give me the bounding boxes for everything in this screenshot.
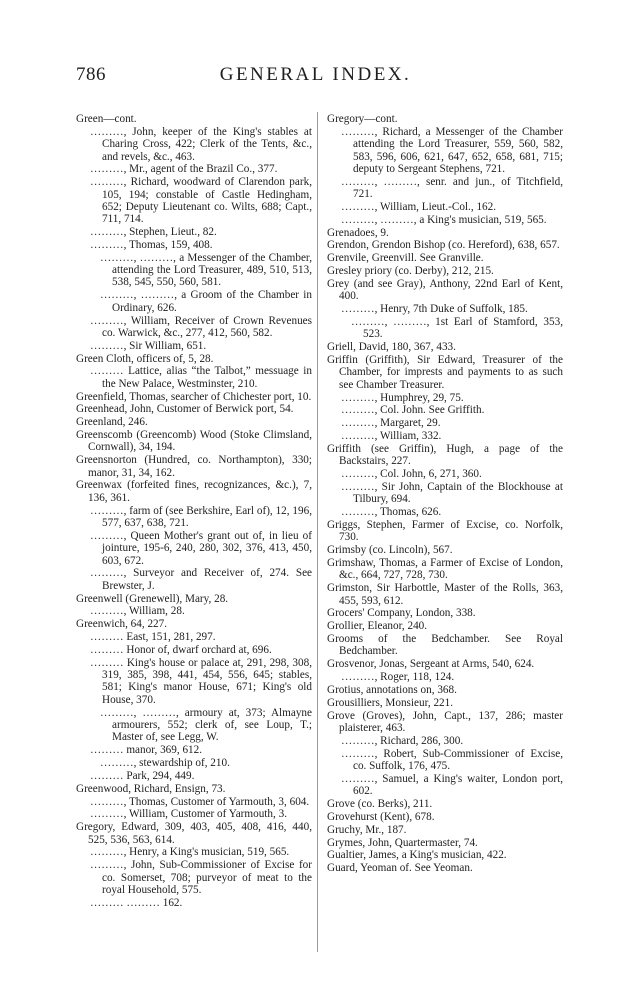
index-column-left xyxy=(76,113,312,910)
index-entry: Gregory, Edward, 309, 403, 405, 408, 416, 440, 525, 536, 563, 614. xyxy=(76,821,312,846)
index-entry: ………, William, 332. xyxy=(341,430,442,443)
index-entry: ………, Richard, a Messenger of the Chamber attending the Lord Treasurer, 559, 560, 582, 583, 596, 606, 621, 647, 652, 658, 681, 715; deputy to Sergeant Stephens, 721. xyxy=(341,125,563,175)
index-entry: Griffith (see Griffin), Hugh, a page of the Backstairs, 227. xyxy=(327,442,563,468)
index-entry: Greenwood, Richard, Ensign, 73. xyxy=(76,782,226,795)
index-entry: ……… manor, 369, 612. xyxy=(90,744,203,757)
page-header xyxy=(0,64,631,90)
index-entry: ………, Col. John. See Griffith. xyxy=(341,404,485,417)
index-entry: ……… Honor of, dwarf orchard at, 696. xyxy=(90,643,272,656)
index-entry: Guard, Yeoman of. See Yeoman. xyxy=(327,862,473,875)
index-entry: ………, William, Customer of Yarmouth, 3. xyxy=(90,808,287,821)
index-entry: Gualtier, James, a King's musician, 422. xyxy=(327,849,507,862)
index-entry: ………, Richard, 286, 300. xyxy=(341,734,464,747)
index-entry: Grollier, Eleanor, 240. xyxy=(327,620,428,633)
index-entry: Green Cloth, officers of, 5, 28. xyxy=(76,352,214,365)
index-entry: ………, Thomas, 159, 408. xyxy=(90,238,213,251)
index-column-right xyxy=(327,113,563,875)
index-entry: ………, Col. John, 6, 271, 360. xyxy=(341,468,482,481)
index-entry: ………, Thomas, Customer of Yarmouth, 3, 604. xyxy=(90,795,310,808)
page-number: 786 xyxy=(76,64,106,85)
index-entry: ………, ………, 1st Earl of Stamford, 353, 523. xyxy=(351,316,563,341)
index-entry: ………, Samuel, a King's waiter, London port, 602. xyxy=(341,772,563,798)
index-entry: ……… ……… 162. xyxy=(90,896,183,909)
index-entry: Grousilliers, Monsieur, 221. xyxy=(327,696,454,709)
index-entry: Grey (and see Gray), Anthony, 22nd Earl of Kent, 400. xyxy=(327,277,563,303)
index-entry: ………, Henry, a King's musician, 519, 565. xyxy=(90,846,290,859)
index-entry: Grocers' Company, London, 338. xyxy=(327,607,476,620)
index-entry: ………, John, keeper of the King's stables at Charing Cross, 422; Clerk of the Tents, &c., and revels, &c., 463. xyxy=(90,125,312,163)
index-entry: Gruchy, Mr., 187. xyxy=(327,823,407,836)
index-entry: Greenwax (forfeited fines, recognizances, &c.), 7, 136, 361. xyxy=(76,479,312,504)
index-entry: ………, Margaret, 29. xyxy=(341,417,441,430)
column-divider xyxy=(317,112,318,952)
index-entry: Griffin (Griffith), Sir Edward, Treasurer of the Chamber, for imprests and payments to as such see Chamber Treasurer. xyxy=(327,354,563,391)
index-entry: ……… King's house or palace at, 291, 298, 308, 319, 385, 398, 441, 454, 556, 645; stables, 581; King's manor House, 671; King's old House, 370. xyxy=(90,656,312,706)
index-entry: ………, ………, a King's musician, 519, 565. xyxy=(341,213,547,226)
index-entry: Greensnorton (Hundred, co. Northampton), 330; manor, 31, 34, 162. xyxy=(76,454,312,479)
index-entry: ………, ………, a Groom of the Chamber in Ordinary, 626. xyxy=(100,289,312,314)
index-entry: ………, Mr., agent of the Brazil Co., 377. xyxy=(90,163,278,176)
index-entry: ………, stewardship of, 210. xyxy=(100,757,230,770)
index-entry: ……… Park, 294, 449. xyxy=(90,769,195,782)
index-entry: Grimsby (co. Lincoln), 567. xyxy=(327,544,453,557)
index-entry: ………, ………, armoury at, 373; Almayne armourers, 552; clerk of, see Loup, T.; Master of, see Legg, W. xyxy=(100,706,312,744)
index-entry: ………, Robert, Sub-Commissioner of Excise, co. Suffolk, 176, 475. xyxy=(341,747,563,773)
index-entry: ………, William, Lieut.-Col., 162. xyxy=(341,200,497,213)
index-entry: Gresley priory (co. Derby), 212, 215. xyxy=(327,265,494,278)
index-entry: Grenvile, Greenvill. See Granville. xyxy=(327,252,484,265)
index-entry: ………, Surveyor and Receiver of, 274. See Brewster, J. xyxy=(90,567,312,592)
index-entry: Grove (Groves), John, Capt., 137, 286; master plaisterer, 463. xyxy=(327,709,563,734)
index-entry: Green—cont. xyxy=(76,113,137,125)
index-entry: ………, ………, a Messenger of the Chamber, attending the Lord Treasurer, 489, 510, 513, 538, 545, 550, 560, 581. xyxy=(100,251,312,289)
index-entry: ………, William, Receiver of Crown Revenues co. Warwick, &c., 277, 412, 560, 582. xyxy=(90,314,312,339)
index-entry: Greenland, 246. xyxy=(76,416,148,429)
index-entry: Grove (co. Berks), 211. xyxy=(327,798,433,811)
index-entry: Grenadoes, 9. xyxy=(327,226,389,239)
index-entry: ……… East, 151, 281, 297. xyxy=(90,631,216,644)
index-entry: ………, farm of (see Berkshire, Earl of), 12, 196, 577, 637, 638, 721. xyxy=(90,504,312,529)
index-entry: ………, Sir John, Captain of the Blockhouse at Tilbury, 694. xyxy=(341,480,563,506)
index-entry: Grendon, Grendon Bishop (co. Hereford), 638, 657. xyxy=(327,239,560,252)
index-entry: Greenscomb (Greencomb) Wood (Stoke Climsland, Cornwall), 34, 194. xyxy=(76,429,312,454)
index-entry: Grotius, annotations on, 368. xyxy=(327,683,457,696)
index-entry: Greenwell (Grenewell), Mary, 28. xyxy=(76,592,229,605)
index-entry: ………, Humphrey, 29, 75. xyxy=(341,391,464,404)
index-entry: Gregory—cont. xyxy=(327,113,398,125)
index-entry: ………, Stephen, Lieut., 82. xyxy=(90,226,217,239)
index-entry: ………, Roger, 118, 124. xyxy=(341,671,455,684)
index-entry: ………, ………, senr. and jun., of Titchfield, 721. xyxy=(341,175,563,201)
index-entry: Grosvenor, Jonas, Sergeant at Arms, 540, 624. xyxy=(327,658,535,671)
index-entry: Grimston, Sir Harbottle, Master of the Rolls, 363, 455, 593, 612. xyxy=(327,582,563,607)
index-entry: ……… Lattice, alias “the Talbot,” messuage in the New Palace, Westminster, 210. xyxy=(90,365,312,390)
index-entry: Griggs, Stephen, Farmer of Excise, co. Norfolk, 730. xyxy=(327,519,563,544)
index-entry: Grooms of the Bedchamber. See Royal Bedchamber. xyxy=(327,633,563,658)
running-head: GENERAL INDEX. xyxy=(219,64,412,85)
index-entry: Grymes, John, Quartermaster, 74. xyxy=(327,836,478,849)
index-entry: ………, Henry, 7th Duke of Suffolk, 185. xyxy=(341,303,528,316)
index-entry: ………, William, 28. xyxy=(90,605,185,618)
index-entry: Grimshaw, Thomas, a Farmer of Excise of London, &c., 664, 727, 728, 730. xyxy=(327,557,563,582)
index-entry: Greenwich, 64, 227. xyxy=(76,618,168,631)
index-entry: ………, Richard, woodward of Clarendon park, 105, 194; constable of Castle Hedingham, 652; Deputy Lieutenant co. Wilts, 688; Capt., 711, 714. xyxy=(90,176,312,226)
index-entry: Greenfield, Thomas, searcher of Chichester port, 10. xyxy=(76,390,312,403)
index-entry: Greenhead, John, Customer of Berwick port, 54. xyxy=(76,403,294,416)
index-entry: ………, Queen Mother's grant out of, in lieu of jointure, 195-6, 240, 280, 302, 376, 413, 450, 603, 672. xyxy=(90,529,312,567)
index-entry: ………, Sir William, 651. xyxy=(90,339,207,352)
index-entry: ………, John, Sub-Commissioner of Excise for co. Somerset, 708; purveyor of meat to the royal Household, 575. xyxy=(90,859,312,896)
index-entry: Grovehurst (Kent), 678. xyxy=(327,810,435,823)
index-entry: Griell, David, 180, 367, 433. xyxy=(327,341,456,354)
index-entry: ………, Thomas, 626. xyxy=(341,506,442,519)
